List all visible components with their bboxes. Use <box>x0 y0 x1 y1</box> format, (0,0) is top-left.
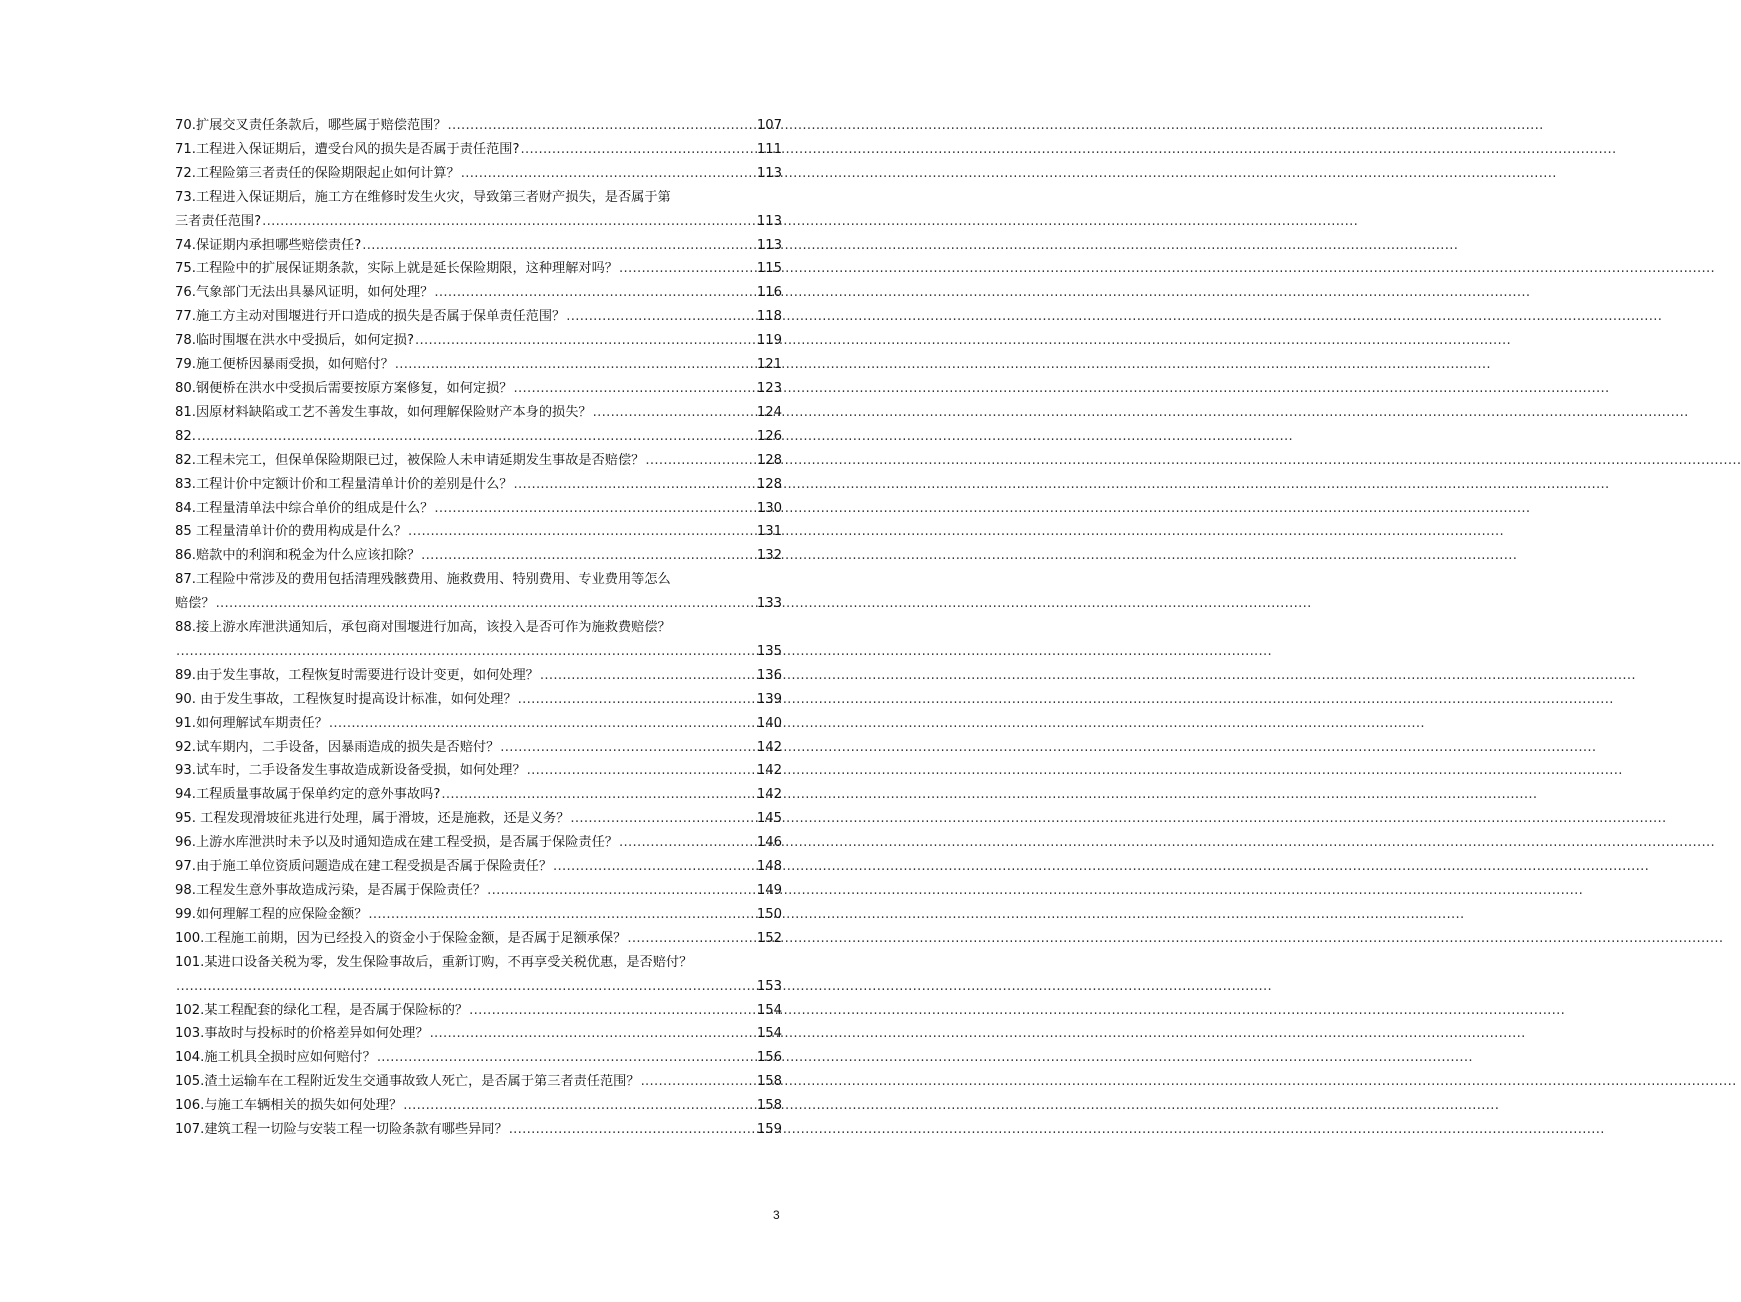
toc-entry-title: 107.建筑工程一切险与安装工程一切险条款有哪些异同？ <box>175 1122 508 1138</box>
toc-entry-title: 105.渣土运输车在工程附近发生交通事故致人死亡，是否属于第三者责任范围？ <box>175 1074 640 1090</box>
toc-entry[interactable] <box>175 186 782 234</box>
toc-entry-title: 86.赔款中的利润和税金为什么应该扣除？ <box>175 548 421 564</box>
toc-entry-page: 158 <box>756 1074 782 1090</box>
toc-entry[interactable] <box>175 855 782 879</box>
dot-leader <box>362 234 756 258</box>
toc-entry-title: 77.施工方主动对围堰进行开口造成的损失是否属于保单责任范围？ <box>175 309 566 325</box>
toc-entry-title: 94.工程质量事故属于保单约定的意外事故吗? <box>175 787 441 803</box>
toc-entry-page: 154 <box>756 1002 782 1018</box>
toc-entry-page: 142 <box>756 787 782 803</box>
toc-entry-page: 133 <box>756 596 782 612</box>
dot-leader <box>540 664 756 688</box>
toc-entry-title: 100.工程施工前期，因为已经投入的资金小于保险金额，是否属于足额承保？ <box>175 930 627 946</box>
toc-entry-page: 121 <box>756 357 782 373</box>
toc-entry-page: 130 <box>756 500 782 516</box>
dot-leader <box>645 449 755 473</box>
dot-leader <box>408 520 756 544</box>
toc-entry-title-line1: 73.工程进入保证期后，施工方在维修时发生火灾，导致第三者财产损失，是否属于第 <box>175 189 671 205</box>
toc-entry-page: 159 <box>756 1122 782 1138</box>
toc-entry-title: 95. 工程发现滑坡征兆进行处理，属于滑坡，还是施救，还是义务？ <box>175 811 570 827</box>
toc-entry-page: 136 <box>756 667 782 683</box>
dot-leader <box>377 1046 756 1070</box>
toc-entry[interactable] <box>175 951 782 999</box>
toc-entry-title: 75.工程险中的扩展保证期条款，实际上就是延长保险期限，这种理解对吗？ <box>175 261 618 277</box>
toc-entry-page: 116 <box>756 285 782 301</box>
dot-leader <box>553 855 756 879</box>
toc-entry-page: 154 <box>756 1026 782 1042</box>
dot-leader <box>403 1094 756 1118</box>
toc-entry-title: 92.试车期内，二手设备，因暴雨造成的损失是否赔付？ <box>175 739 500 755</box>
toc-entry[interactable] <box>175 736 782 760</box>
toc-entry-page: 132 <box>756 548 782 564</box>
toc-entry[interactable] <box>175 401 782 425</box>
toc-entry[interactable] <box>175 377 782 401</box>
toc-entry-page: 124 <box>756 404 782 420</box>
toc-entry[interactable] <box>175 831 782 855</box>
toc-entry-title: 78.临时围堰在洪水中受损后，如何定损? <box>175 333 414 349</box>
toc-entry[interactable] <box>175 807 782 831</box>
toc-entry-title: 83.工程计价中定额计价和工程量清单计价的差别是什么？ <box>175 476 513 492</box>
dot-leader <box>566 305 756 329</box>
toc-entry[interactable] <box>175 616 782 664</box>
toc-entry-title: 97.由于施工单位资质问题造成在建工程受损是否属于保险责任？ <box>175 859 553 875</box>
toc-entry-page: 128 <box>756 452 782 468</box>
toc-entry[interactable] <box>175 712 782 736</box>
toc-entry[interactable] <box>175 1022 782 1046</box>
toc-entry-page: 118 <box>756 309 782 325</box>
toc-entry-page: 123 <box>756 380 782 396</box>
toc-entry-page: 126 <box>756 428 782 444</box>
toc-entry[interactable] <box>175 520 782 544</box>
toc-entry-page: 145 <box>756 811 782 827</box>
dot-leader <box>469 999 756 1023</box>
toc-entry-title: 72.工程险第三者责任的保险期限起止如何计算？ <box>175 165 460 181</box>
dot-leader <box>487 879 756 903</box>
dot-leader <box>513 377 755 401</box>
dot-leader <box>619 257 756 281</box>
dot-leader <box>216 592 756 616</box>
toc-entry[interactable] <box>175 783 782 807</box>
dot-leader <box>421 544 756 568</box>
dot-leader <box>513 473 755 497</box>
toc-entry-title: 89.由于发生事故，工程恢复时需要进行设计变更，如何处理？ <box>175 667 539 683</box>
toc-entry-title-line1: 88.接上游水库泄洪通知后，承包商对围堰进行加高，该投入是否可作为施救费赔偿？ <box>175 620 671 636</box>
toc-entry-page: 131 <box>756 524 782 540</box>
toc-entry[interactable] <box>175 473 782 497</box>
dot-leader <box>176 640 756 664</box>
toc-entry-title: 106.与施工车辆相关的损失如何处理？ <box>175 1098 403 1114</box>
toc-entry-title: 104.施工机具全损时应如何赔付？ <box>175 1050 376 1066</box>
toc-entry-title: 70.扩展交叉责任条款后，哪些属于赔偿范围？ <box>175 118 447 133</box>
toc-entry-page: 146 <box>756 835 782 851</box>
dot-leader <box>430 1022 756 1046</box>
dot-leader <box>395 353 756 377</box>
toc-entry-title: 82. <box>175 428 196 444</box>
toc-entry-page: 139 <box>756 691 782 707</box>
toc-entry-page: 135 <box>756 643 782 659</box>
toc-entry-page: 140 <box>756 715 782 731</box>
toc-entry-title: 82.工程未完工，但保单保险期限已过，被保险人未申请延期发生事故是否赔偿？ <box>175 452 645 468</box>
toc-entry-title: 三者责任范围? <box>175 213 262 229</box>
toc-entry-title: 74.保证期内承担哪些赔偿责任? <box>175 237 362 253</box>
toc-entry[interactable] <box>175 568 782 616</box>
toc-entry-title: 96.上游水库泄洪时未予以及时通知造成在建工程受损，是否属于保险责任？ <box>175 835 618 851</box>
dot-leader <box>262 210 756 234</box>
toc-entry-page: 156 <box>756 1050 782 1066</box>
toc-entry[interactable] <box>175 281 782 305</box>
dot-leader <box>434 281 755 305</box>
toc-entry-page: 149 <box>756 883 782 898</box>
toc-entry-title: 79.施工便桥因暴雨受损，如何赔付？ <box>175 357 394 373</box>
toc-entry-page: 119 <box>756 333 782 349</box>
toc-entry[interactable] <box>175 234 782 258</box>
dot-leader <box>527 759 756 783</box>
toc-entry[interactable] <box>175 305 782 329</box>
toc-entry-page: 142 <box>756 763 782 779</box>
toc-entry-title-line1: 101.某进口设备关税为零，发生保险事故后，重新订购，不再享受关税优惠，是否赔付？ <box>175 954 693 970</box>
toc-entry[interactable] <box>175 162 782 186</box>
toc-entry-title: 赔偿？ <box>175 596 215 612</box>
toc-entry[interactable] <box>175 114 782 138</box>
toc-entry-page: 107 <box>756 118 782 133</box>
toc-entry-page: 113 <box>756 213 782 229</box>
toc-entry-title: 84.工程量清单法中综合单价的组成是什么？ <box>175 500 434 516</box>
toc-entry-page: 158 <box>756 1098 782 1114</box>
dot-leader <box>593 401 756 425</box>
toc-entry[interactable] <box>175 903 782 927</box>
toc-entry-page: 128 <box>756 476 782 492</box>
toc-entry-title-line1: 87.工程险中常涉及的费用包括清理残骸费用、施救费用、特别费用、专业费用等怎么 <box>175 572 671 588</box>
dot-leader <box>415 329 756 353</box>
dot-leader <box>434 497 755 521</box>
toc-entry[interactable] <box>175 879 782 903</box>
toc-entry[interactable] <box>175 329 782 353</box>
dot-leader <box>500 736 756 760</box>
toc-entry-title: 71.工程进入保证期后，遭受台风的损失是否属于责任范围? <box>175 141 520 157</box>
toc-entry-page: 153 <box>756 978 782 994</box>
dot-leader <box>570 807 755 831</box>
toc-entry-title: 85 工程量清单计价的费用构成是什么？ <box>175 524 407 540</box>
toc-entry[interactable] <box>175 688 782 712</box>
toc-entry[interactable] <box>175 1046 782 1070</box>
toc-entry[interactable] <box>175 927 782 951</box>
dot-leader <box>627 927 755 951</box>
dot-leader <box>520 138 755 162</box>
toc-entry[interactable] <box>175 664 782 688</box>
toc-entry[interactable] <box>175 1118 782 1142</box>
toc-entry[interactable] <box>175 449 782 473</box>
toc-entry[interactable] <box>175 257 782 281</box>
toc-entry-title: 91.如何理解试车期责任？ <box>175 715 328 731</box>
toc-entry-page: 115 <box>756 261 782 277</box>
dot-leader <box>461 162 756 186</box>
toc-entry-title: 80.钢便桥在洪水中受损后需要按原方案修复，如何定损？ <box>175 380 513 396</box>
toc-entry[interactable] <box>175 425 782 449</box>
toc-entry-title: 81.因原材料缺陷或工艺不善发生事故，如何理解保险财产本身的损失？ <box>175 404 592 420</box>
toc-entry-page: 142 <box>756 739 782 755</box>
toc-entry[interactable] <box>175 1094 782 1118</box>
dot-leader <box>641 1070 756 1094</box>
toc-entry-title: 93.试车时，二手设备发生事故造成新设备受损，如何处理？ <box>175 763 526 779</box>
dot-leader <box>368 903 755 927</box>
dot-leader <box>509 1118 756 1142</box>
toc-entry[interactable] <box>175 497 782 521</box>
toc-entry-page: 150 <box>756 906 782 922</box>
toc-entry[interactable] <box>175 759 782 783</box>
toc-entry-page: 113 <box>756 165 782 181</box>
toc-entry-page: 148 <box>756 859 782 875</box>
toc-entry-page: 113 <box>756 237 782 253</box>
dot-leader <box>176 975 756 999</box>
toc-entry[interactable] <box>175 999 782 1023</box>
page-number: 3 <box>773 1208 780 1222</box>
table-of-contents <box>175 114 782 1142</box>
dot-leader <box>619 831 756 855</box>
toc-entry-page: 152 <box>756 930 782 946</box>
toc-entry-title: 103.事故时与投标时的价格差异如何处理？ <box>175 1026 429 1042</box>
toc-entry-page: 111 <box>756 141 782 157</box>
dot-leader <box>518 688 756 712</box>
dot-leader <box>329 712 756 736</box>
toc-entry-title: 102.某工程配套的绿化工程，是否属于保险标的？ <box>175 1002 469 1018</box>
toc-entry-title: 98.工程发生意外事故造成污染，是否属于保险责任？ <box>175 883 487 898</box>
dot-leader <box>197 425 756 449</box>
toc-entry[interactable] <box>175 1070 782 1094</box>
toc-entry[interactable] <box>175 544 782 568</box>
dot-leader <box>448 114 756 138</box>
toc-entry-title: 99.如何理解工程的应保险金额？ <box>175 906 368 922</box>
dot-leader <box>441 783 755 807</box>
toc-entry-title: 76.气象部门无法出具暴风证明，如何处理？ <box>175 285 434 301</box>
toc-entry[interactable] <box>175 353 782 377</box>
toc-entry[interactable] <box>175 138 782 162</box>
toc-entry-title: 90. 由于发生事故，工程恢复时提高设计标准，如何处理？ <box>175 691 517 707</box>
